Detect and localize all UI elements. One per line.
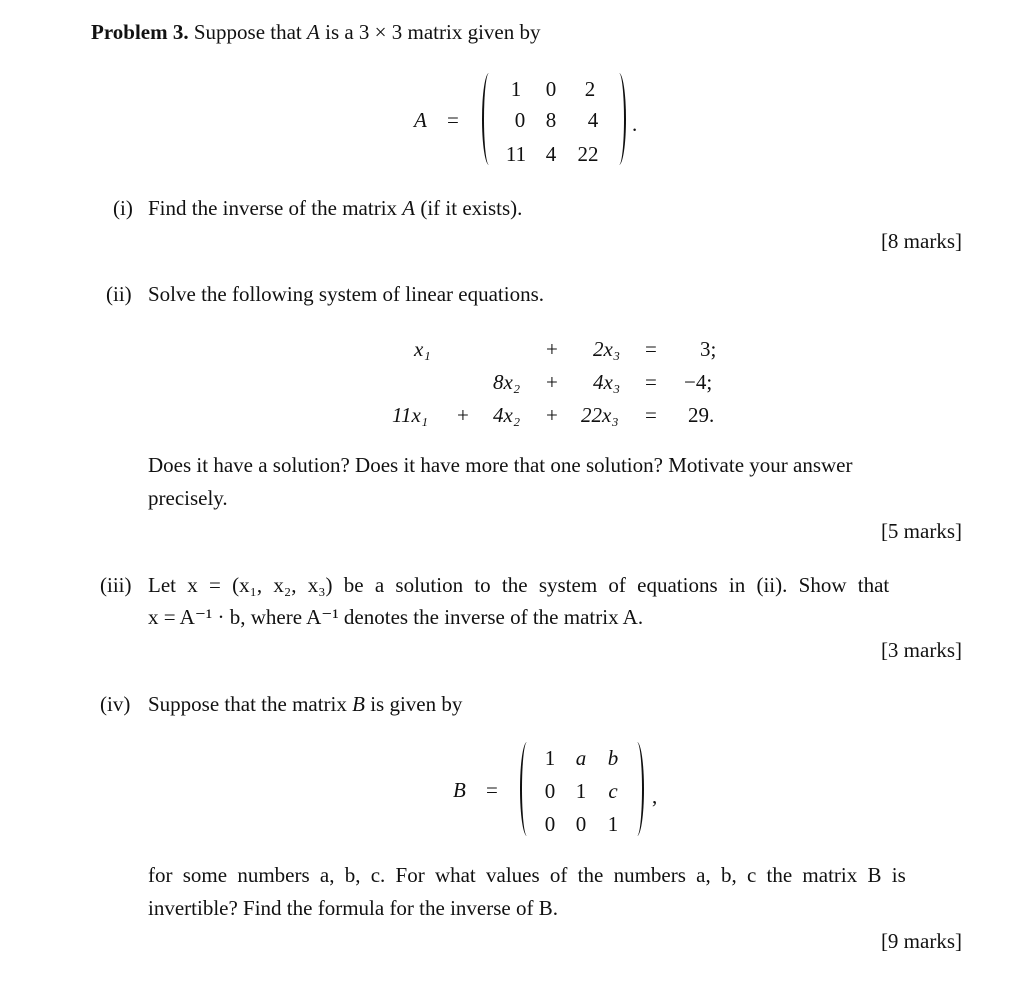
problem-intro-mid: is a 3 × 3 matrix given by [325,20,541,44]
part-iv-line2: invertible? Find the formula for the inverse of B. [148,896,558,920]
eq-row2-rhs: −4; [684,370,713,394]
matrix-a-cell: 0 [514,108,526,132]
part-ii-question-line2: precisely. [148,486,228,510]
eq-row1-equals: = [645,337,657,361]
matrix-a-cell: 1 [510,77,522,101]
matrix-b-cell: a [575,746,587,770]
matrix-b-right-paren [630,742,644,836]
matrix-b-left-paren [520,742,534,836]
matrix-b-cell: 0 [544,779,556,803]
matrix-b-cell: 0 [544,812,556,836]
part-iii-line1: Let x = (x₁, x₂, x₃) be a solution to the system of equations in (ii). Show that [148,573,890,597]
eq-row1-term3: 2x₃ [593,337,621,361]
part-i-var: A [402,196,416,220]
eq-row1-term1: x₁ [414,337,431,361]
eq-row3-rhs: 29. [688,403,715,427]
part-i-marks: [8 marks] [880,229,962,253]
matrix-b-cell: c [608,779,618,803]
matrix-b-cell: 1 [544,746,556,770]
eq-row1-op2: + [546,337,558,361]
matrix-a-cell: 0 [545,77,557,101]
part-i-text-pre: Find the inverse of the matrix [148,196,398,220]
part-iii-line2: x = A⁻¹ · b, where A⁻¹ denotes the inverse of the matrix A. [148,605,644,629]
matrix-a-cell: 4 [587,108,599,132]
matrix-a-end: . [632,112,638,136]
part-ii-question-line1: Does it have a solution? Does it have more that one solution? Motivate your answer [148,453,853,477]
part-iii-label: (iii) [100,573,132,597]
part-ii-label: (ii) [106,282,132,306]
part-iv-marks: [9 marks] [880,929,962,953]
part-iv-text [148,692,462,717]
part-i-text-post: (if it exists). [420,196,523,220]
eq-row3-term3: 22x₃ [581,403,619,427]
matrix-a-cell: 4 [545,142,557,166]
eq-row2-op2: + [546,370,558,394]
matrix-a-cell: 22 [577,142,599,166]
part-ii-marks: [5 marks] [880,519,962,543]
problem-heading-line [91,20,541,45]
matrix-a-right-paren [612,73,626,165]
matrix-a-cell: 11 [505,142,527,166]
eq-row2-term2: 8x₂ [493,370,521,394]
matrix-a-left-paren [482,73,496,165]
part-iv-line1: for some numbers a, b, c. For what values of the numbers a, b, c the matrix B is [148,863,906,887]
part-iii-marks: [3 marks] [880,638,962,662]
part-i-label: (i) [113,196,133,220]
matrix-a-equals: = [447,108,459,132]
eq-row3-op1: + [457,403,469,427]
eq-row3-term2: 4x₂ [493,403,521,427]
part-iv-var: B [352,692,365,716]
problem-heading: Problem 3. [91,20,189,44]
matrix-b-cell: 1 [575,779,587,803]
part-iv-label: (iv) [100,692,131,716]
part-ii-text: Solve the following system of linear equations. [148,282,545,306]
matrix-b-cell: b [607,746,619,770]
eq-row3-op2: + [546,403,558,427]
matrix-b-end: , [652,784,658,808]
matrix-a-name: A [414,108,427,132]
matrix-b-cell: 1 [607,812,619,836]
eq-row3-term1: 11x₁ [392,403,429,427]
matrix-b-cell: 0 [575,812,587,836]
part-iv-text-pre: Suppose that the matrix [148,692,347,716]
matrix-b-name: B [453,778,466,802]
matrix-b-equals: = [486,778,498,802]
matrix-a-cell: 8 [545,108,557,132]
eq-row2-equals: = [645,370,657,394]
part-iv-text-post: is given by [370,692,463,716]
eq-row3-equals: = [645,403,657,427]
matrix-a-cell: 2 [584,77,596,101]
part-i-text [148,196,522,221]
problem-intro-var: A [307,20,320,44]
problem-intro-pre: Suppose that [193,20,302,44]
eq-row1-rhs: 3; [700,337,717,361]
eq-row2-term3: 4x₃ [593,370,621,394]
